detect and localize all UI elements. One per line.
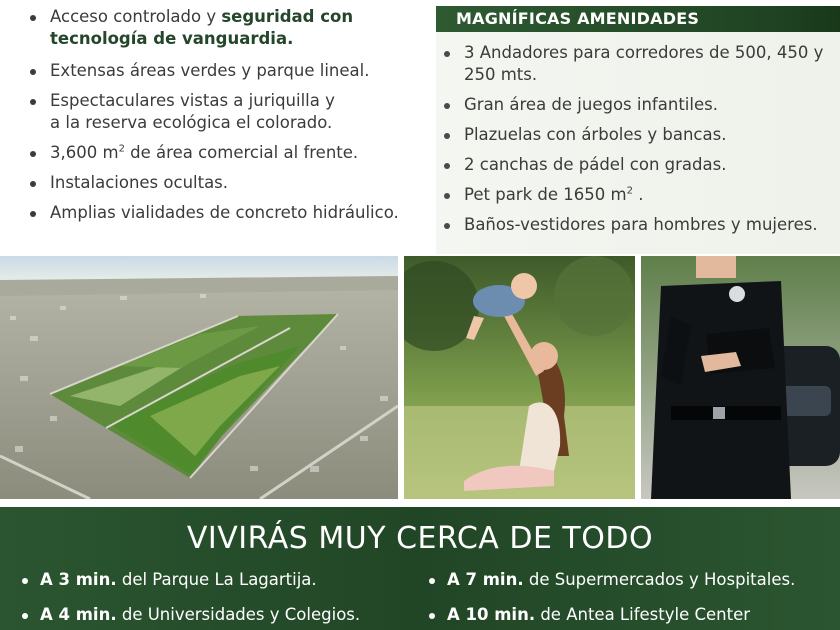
- proximity-place: del Parque La Lagartija.: [116, 570, 317, 589]
- features-list-left: [22, 6, 422, 232]
- bullet-icon: [30, 15, 36, 21]
- bullet-icon: [429, 613, 435, 619]
- bullet-icon: [30, 99, 36, 105]
- proximity-time: A 4 min.: [40, 605, 117, 624]
- feature-item-green-areas: [22, 60, 422, 82]
- proximity-item: [20, 570, 317, 589]
- feature-bold-text: seguridad con tecnología de vanguardia.: [50, 7, 354, 48]
- amenity-text: Baños-vestidores para hombres y mujeres.: [464, 215, 818, 234]
- proximity-time: A 3 min.: [40, 570, 117, 589]
- proximity-time: A 10 min.: [447, 605, 536, 624]
- feature-item-hidden-installations: [22, 172, 422, 194]
- feature-text: Instalaciones ocultas.: [50, 173, 229, 192]
- security-guard-photo: [641, 256, 840, 499]
- bullet-icon: [444, 163, 450, 169]
- bullet-icon: [30, 211, 36, 217]
- amenity-text: Gran área de juegos infantiles.: [464, 95, 718, 114]
- proximity-time: A 7 min.: [447, 570, 524, 589]
- proximity-item: [427, 605, 750, 624]
- aerial-view-photo: [0, 256, 398, 499]
- feature-text-post: de área comercial al frente.: [124, 143, 359, 162]
- amenity-text: 2 canchas de pádel con gradas.: [464, 155, 727, 174]
- bullet-icon: [22, 613, 28, 619]
- proximity-place: de Universidades y Colegios.: [116, 605, 361, 624]
- feature-text: Acceso controlado y: [50, 7, 222, 26]
- feature-text: Espectaculares vistas a juriquilla y a la reserva ecológica el colorado.: [50, 91, 335, 132]
- amenity-text: 3 Andadores para corredores de 500, 450 y 250 mts.: [464, 43, 824, 84]
- bullet-icon: [444, 223, 450, 229]
- feature-superscript: 2: [118, 143, 125, 155]
- proximity-title: VIVIRÁS MUY CERCA DE TODO: [186, 521, 654, 556]
- proximity-place: de Antea Lifestyle Center: [535, 605, 751, 624]
- bullet-icon: [444, 193, 450, 199]
- feature-item-views: [22, 90, 422, 134]
- amenity-item: [436, 124, 840, 146]
- feature-item-commercial-area: [22, 142, 422, 164]
- amenity-text-pre: Pet park de 1650 m: [464, 185, 627, 204]
- bullet-icon: [444, 103, 450, 109]
- bullet-icon: [30, 69, 36, 75]
- bullet-icon: [22, 578, 28, 584]
- feature-text-pre: 3,600 m: [50, 143, 119, 162]
- proximity-section: [0, 507, 840, 630]
- amenity-item: [436, 214, 840, 236]
- bullet-icon: [429, 578, 435, 584]
- amenity-item: [436, 154, 840, 176]
- proximity-item: [20, 605, 360, 624]
- feature-item-security: [22, 6, 422, 50]
- amenities-panel: [436, 6, 840, 254]
- feature-text: Extensas áreas verdes y parque lineal.: [50, 61, 370, 80]
- amenity-text: Plazuelas con árboles y bancas.: [464, 125, 727, 144]
- bullet-icon: [30, 181, 36, 187]
- amenities-heading: MAGNÍFICAS AMENIDADES: [436, 6, 840, 32]
- bullet-icon: [444, 133, 450, 139]
- bullet-icon: [444, 51, 450, 57]
- feature-text: Amplias vialidades de concreto hidráulico.: [50, 203, 399, 222]
- amenity-item: [436, 184, 840, 206]
- proximity-item: [427, 570, 795, 589]
- amenity-superscript: 2: [626, 185, 633, 197]
- amenity-item: [436, 42, 840, 86]
- bullet-icon: [30, 151, 36, 157]
- proximity-place: de Supermercados y Hospitales.: [523, 570, 796, 589]
- amenity-item: [436, 94, 840, 116]
- mother-baby-photo: [404, 256, 635, 499]
- feature-item-roads: [22, 202, 422, 224]
- amenity-text-post: .: [632, 185, 644, 204]
